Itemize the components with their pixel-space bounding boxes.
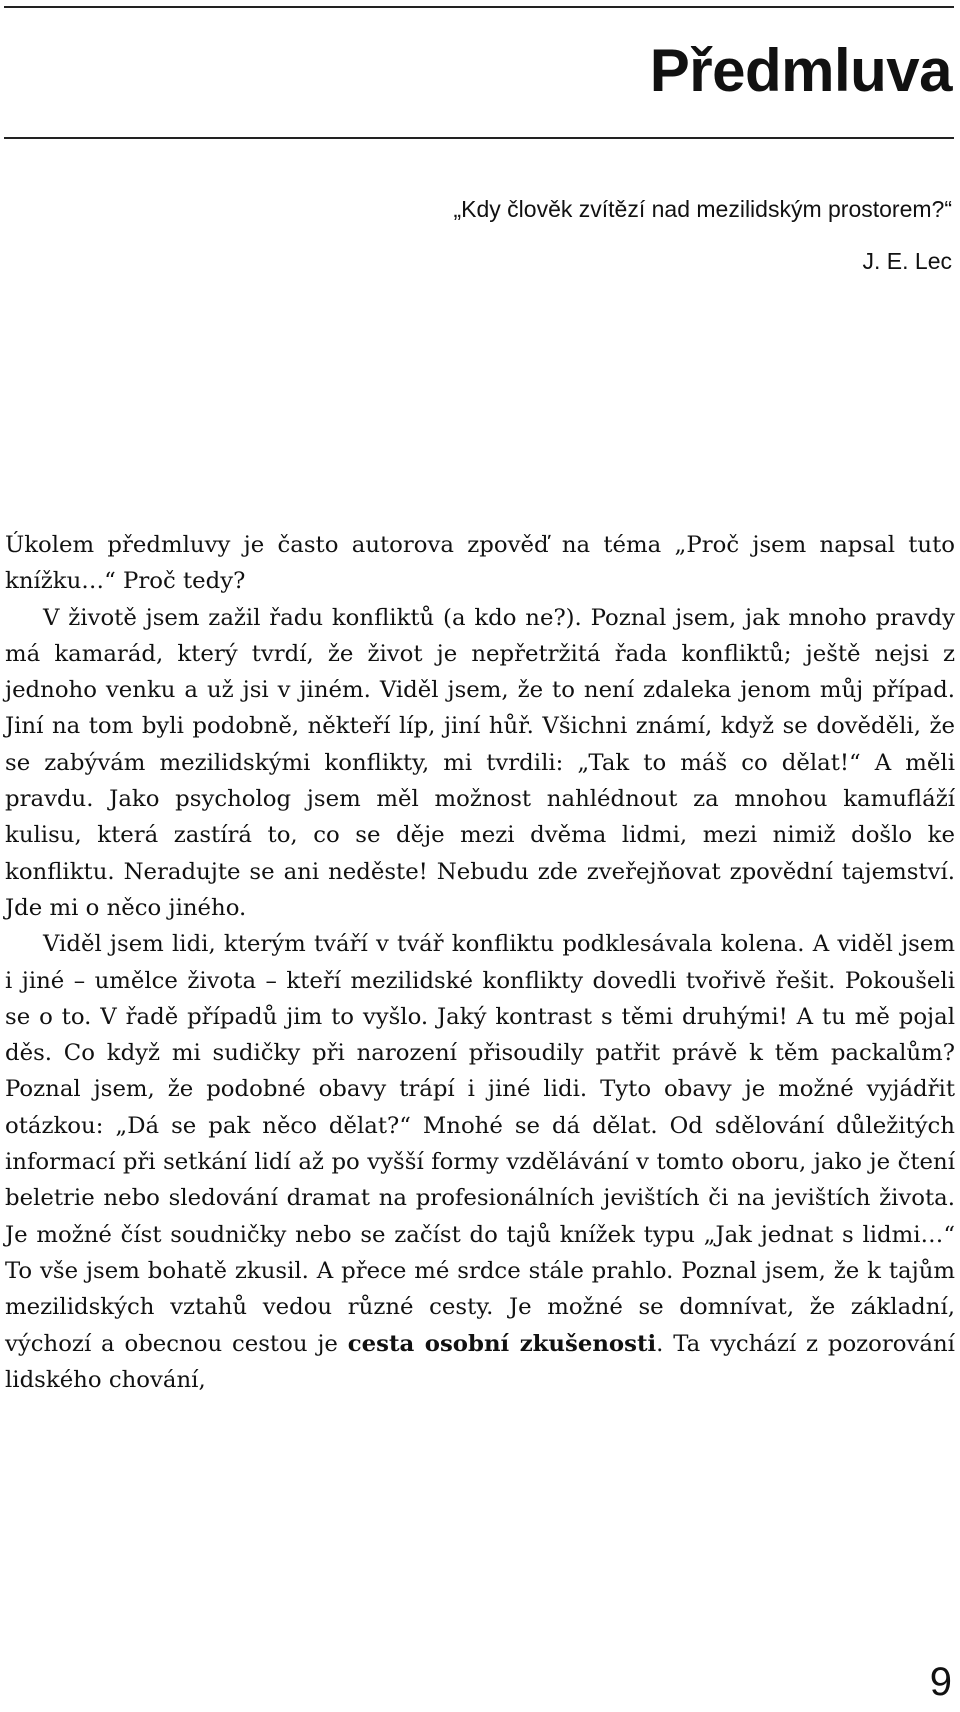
chapter-title: Předmluva <box>649 37 952 104</box>
paragraph-text: Viděl jsem lidi, kterým tváří v tvář konfliktu podklesávala kolena. A viděl jsem i jiné – umělce života – kteří mezilidské konflikty dovedli tvořivě řešit. Pokoušeli se o to. V řadě případů jim to vyšlo. Jaký kontrast s těmi druhými! A tu mě pojal děs. Co když mi sudičky při narození přisoudily patřit právě k těm packalům? Poznal jsem, že podobné obavy trápí i jiné lidi. Tyto obavy je možné vyjádřit otázkou: „Dá se pak něco dělat?“ Mnohé se dá dělat. Od sdělování důležitých informací při setkání lidí až po vyšší formy vzdělávání v tomto oboru, jako je čtení beletrie nebo sledování dramat na profesionálních jevištích či na jevištích života. Je možné číst soudničky nebo se začíst do tajů knížek typu „Jak jednat s lidmi…“ To vše jsem bohatě zkusil. A přece mé srdce stále prahlo. Poznal jsem, že k tajům mezilidských vztahů vedou různé cesty. Je možné se domnívat, že základní, výchozí a obecnou cestou je <box>5 931 955 1357</box>
body-text <box>5 527 955 1398</box>
paragraph: Úkolem předmluvy je často autorova zpověď na téma „Proč jsem napsal tuto knížku…“ Proč tedy? <box>5 532 955 595</box>
emphasis-text: cesta osobní zkušenosti <box>347 1330 657 1357</box>
top-rule <box>4 6 954 8</box>
page-number: 9 <box>929 1660 952 1704</box>
epigraph-author: J. E. Lec <box>862 248 952 274</box>
paragraph-tail: . Ta vychází z pozorování lidského chování, <box>5 1330 955 1393</box>
epigraph-quote: „Kdy člověk zvítězí nad mezilidským prostorem?“ <box>453 196 952 222</box>
paragraph <box>5 926 955 1398</box>
title-underline <box>4 137 954 139</box>
paragraph: V životě jsem zažil řadu konfliktů (a kdo ne?). Poznal jsem, jak mnoho pravdy má kamarád, který tvrdí, že život je nepřetržitá řada konfliktů; ještě nejsi z jednoho venku a už jsi v jiném. Viděl jsem, že to není zdaleka jenom můj případ. Jiní na tom byli podobně, někteří líp, jiní hůř. Všichni známí, když se dověděli, že se zabývám mezilidskými konflikty, mi tvrdili: „Tak to máš co dělat!“ A měli pravdu. Jako psycholog jsem měl možnost nahlédnout za mnohou kamufláží kulisu, která zastírá to, co se děje mezi dvěma lidmi, mezi nimiž došlo ke konfliktu. Neradujte se ani neděste! Nebudu zde zveřejňovat zpovědní tajemství. Jde mi o něco jiného. <box>5 604 955 921</box>
